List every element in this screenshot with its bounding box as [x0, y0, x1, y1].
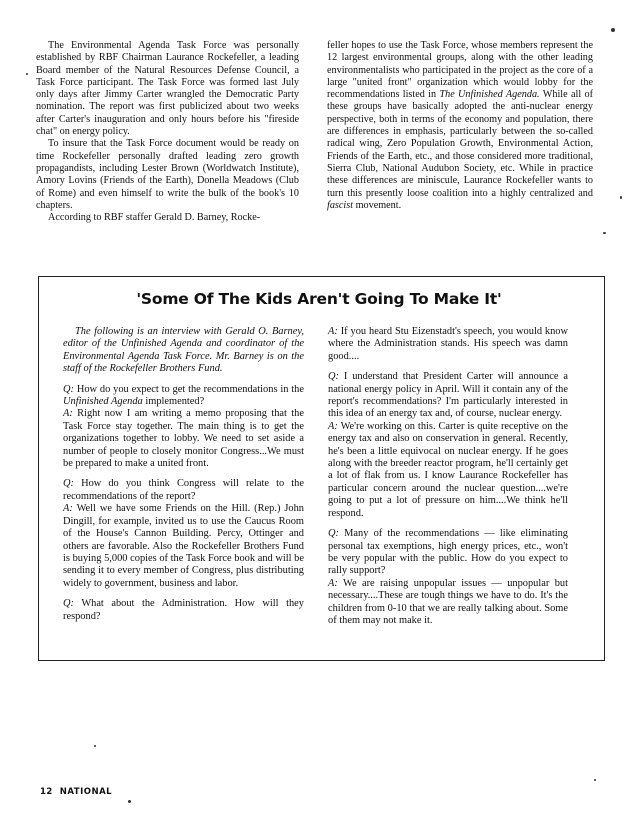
- question-label: Q:: [63, 478, 74, 490]
- answer-text: We are raising unpopular issues — unpopular but necessary....These are tough things we have to do. It's the children from 0-10 that we are really talking about. Some of them may not make it.: [328, 577, 568, 626]
- qa-list-right: [328, 326, 568, 627]
- print-speck: [128, 800, 131, 803]
- question-text: Many of the recommendations — like eliminating personal tax exemptions, high energy prices, etc., won't be very popular with the public. How do you expect to rally support?: [328, 528, 568, 577]
- answer-label: A:: [63, 408, 73, 420]
- question-label: Q:: [328, 528, 339, 540]
- interview-title: 'Some Of The Kids Aren't Going To Make It': [136, 290, 502, 308]
- question-label: Q:: [63, 598, 74, 610]
- answer-label: A:: [328, 577, 338, 589]
- question-text: What about the Administration. How will they respond?: [63, 598, 304, 622]
- text-run: movement.: [353, 199, 402, 211]
- answer-text: Well we have some Friends on the Hill. (Rep.) John Dingill, for example, invited us to use the Caucus Room of the House's Cannon Building. Percy, Ottinger and others are favorable. Also the Rockefeller Brothers Fund is buying 5,000 copies of the Task Force book and will be sending it to every member of Congress, plus distributing widely to government, business and labor.: [63, 503, 304, 589]
- qa-pair: [63, 384, 304, 471]
- answer-text: If you heard Stu Eizenstadt's speech, you would know where the Administration stands. His speech was damn good....: [328, 326, 569, 362]
- print-speck: [594, 779, 596, 781]
- question-label: Q:: [328, 371, 339, 383]
- question-label: Q:: [63, 383, 74, 395]
- qa-pair: [328, 528, 568, 627]
- article-column-right: [327, 40, 593, 212]
- article-paragraph: To insure that the Task Force document would be ready on time Rockefeller personally drafted leading zero growth propagandists, including Lester Brown (Worldwatch Institute), Amory Lovins (Friends of the Earth), Donella Meadows (Club of Rome) and even himself to write the bulk of the book's 10 chapters.: [36, 138, 299, 211]
- print-speck: [94, 745, 96, 747]
- book-title: The Unfinished Agenda.: [439, 89, 540, 101]
- print-speck: [603, 232, 606, 234]
- qa-pair: [328, 371, 568, 520]
- answer-text: We're working on this. Carter is quite receptive on the energy tax and also on conservation in general. Recently, he's been a little equivocal on nuclear energy. If he goes along with the breeder reactor program, he'll certainly get a lot of flak from us. I know Laurance Rockefeller has particular concern around the nuclear question....we're going to put a lot of pressure on him....We think he'll respond.: [328, 420, 568, 519]
- print-speck: [620, 196, 622, 199]
- article-paragraph: [327, 40, 593, 212]
- answer-text: Right now I am writing a memo proposing that the Task Force stay together. The main thing is to get the organizations together to lobby. We need to set aside a number of people to closely monitor Congress...We must be prepared to make a united front.: [63, 408, 304, 470]
- article-paragraph: The Environmental Agenda Task Force was personally established by RBF Chairman Laurance Rockefeller, a leading Board member of the Natural Resources Defense Council, a Task Force participant. The Task Force was formed last July only days after Jimmy Carter wrangled the Democratic Party nomination. The report was first publicized about two weeks after Carter's inauguration and only hours before his "fireside chat" on energy policy.: [36, 40, 299, 138]
- question-text: How do you think Congress will relate to the recommendations of the report?: [63, 478, 304, 502]
- text-run: feller hopes to use the Task Force, whose members represent the 12 largest environmental groups, along with the other leading environmentalists who participated in the project as the core of a large "united front" organization which would lobby for the recommendations listed in: [327, 40, 593, 101]
- answer-label: A:: [328, 420, 338, 432]
- article-column-left: [36, 40, 299, 224]
- question-text: I understand that President Carter will announce a national energy policy in April. Will it contain any of the report's recommendations? I'm particularly interested in this idea of an energy tax and, of course, nuclear energy.: [328, 371, 568, 420]
- question-text: implemented?: [142, 396, 205, 408]
- emphasis: fascist: [327, 199, 354, 211]
- answer-label: A:: [63, 503, 73, 515]
- print-speck: [26, 73, 28, 75]
- section-name: NATIONAL: [59, 787, 113, 797]
- qa-pair: [63, 598, 304, 623]
- text-run: While all of these groups have basically adopted the anti-nuclear energy perspective, both in terms of the economy and population, there are differences in emphasis, particularly between the so-called radical wing, Zero Population Growth, Environmental Action, Friends of the Earth, etc., and those considered more traditional, Sierra Club, National Audubon Society, etc. While in practice these differences are miniscule, Laurance Rockefeller wants to turn this presently loose coalition into a highly centralized and: [327, 89, 593, 199]
- interview-column-right: [328, 326, 568, 635]
- book-title: Unfinished Agenda: [63, 396, 143, 408]
- print-speck: [611, 28, 615, 32]
- interview-intro: The following is an interview with Gerald O. Barney, editor of the Unfinished Agenda and coordinator of the Environmental Agenda Task Force. Mr. Barney is on the staff of the Rockefeller Brothers Fund.: [63, 326, 304, 375]
- question-text: How do you expect to get the recommendations in the: [76, 383, 304, 395]
- qa-pair: [63, 478, 304, 590]
- qa-list-left: [63, 384, 304, 623]
- page-number: 12: [40, 787, 53, 797]
- qa-pair: [328, 326, 568, 363]
- page-footer: [40, 787, 112, 797]
- article-paragraph: According to RBF staffer Gerald D. Barney, Rocke-: [48, 212, 261, 224]
- answer-label: A:: [328, 326, 338, 337]
- interview-column-left: [63, 326, 304, 631]
